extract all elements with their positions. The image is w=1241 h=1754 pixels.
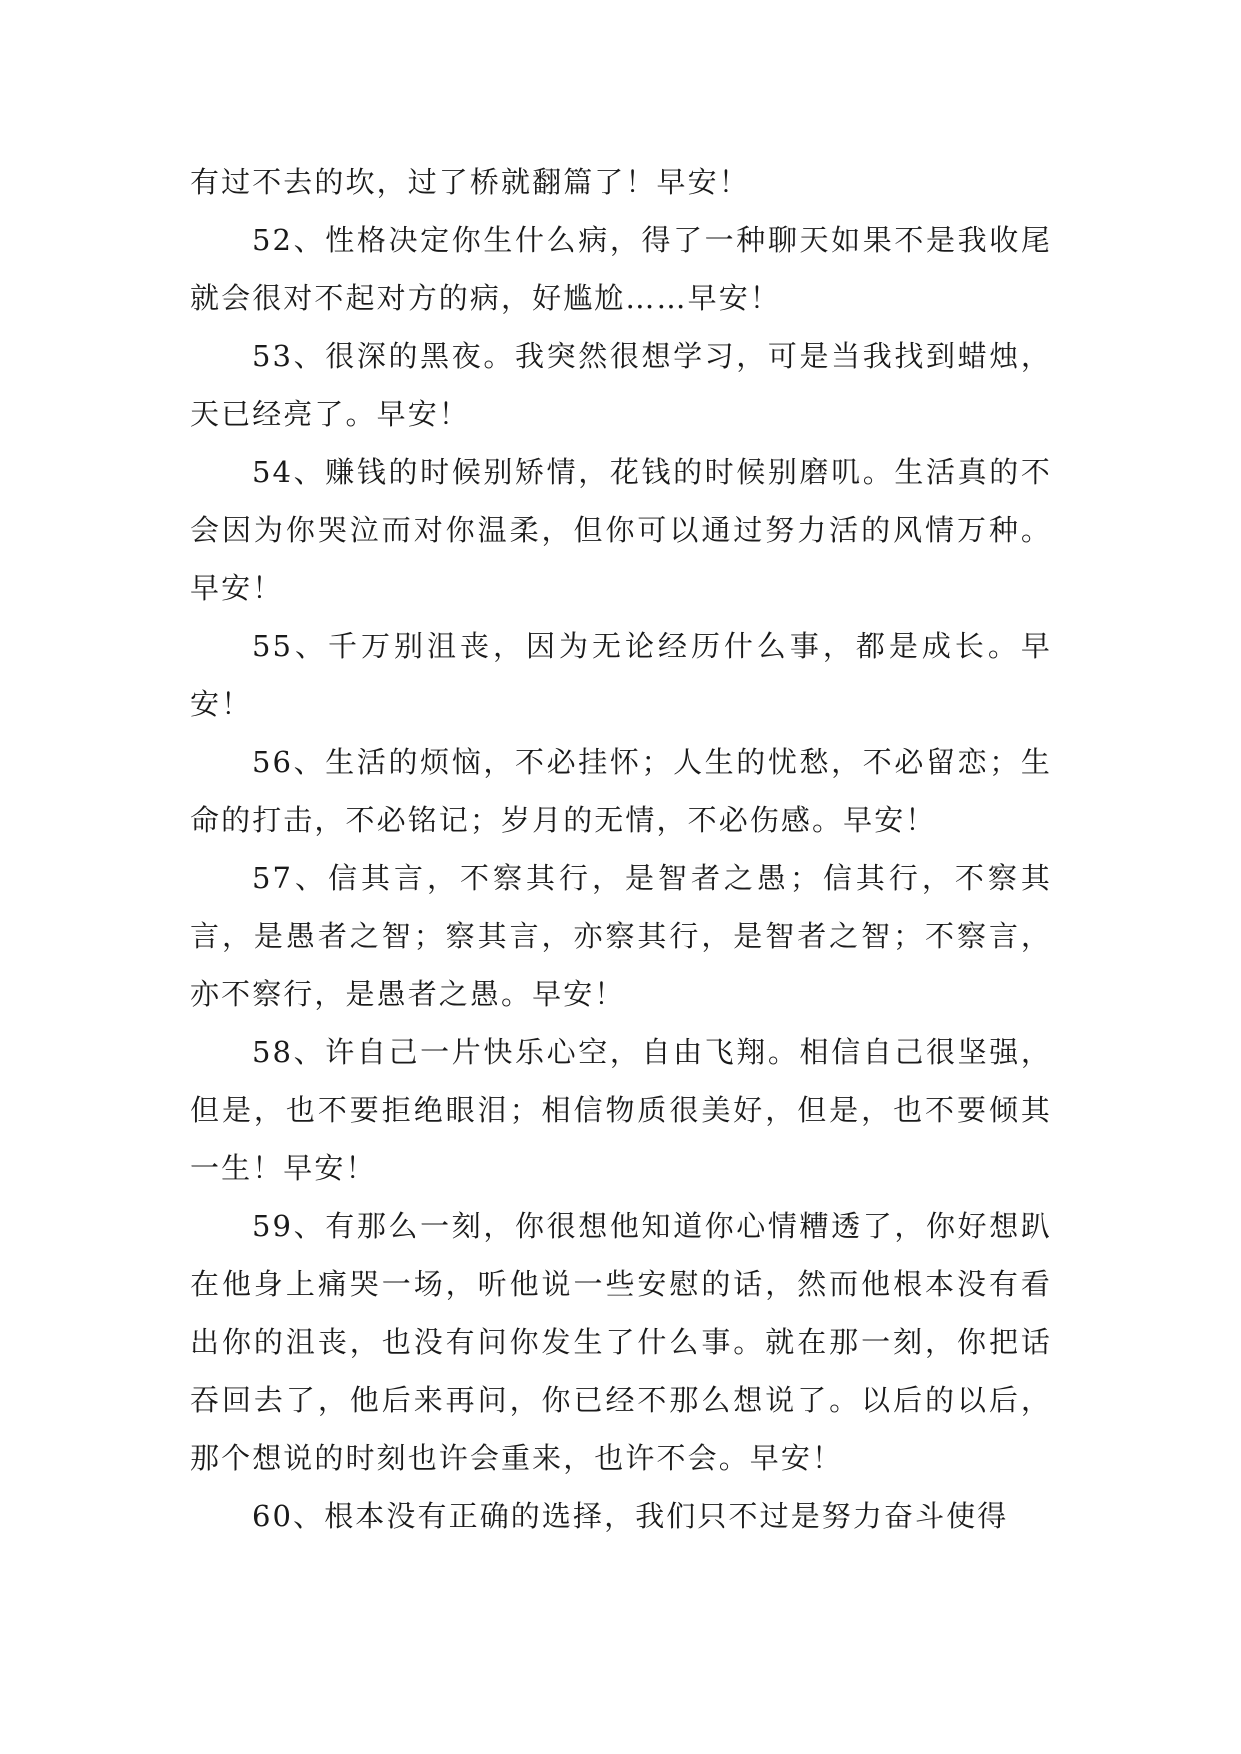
paragraph-60: 60、根本没有正确的选择，我们只不过是努力奋斗使得 [252,1499,1009,1533]
paragraph-56: 56、生活的烦恼，不必挂怀；人生的忧愁，不必留恋；生命的打击，不必铭记；岁月的无情，不必伤感。早安！ [190,745,1052,837]
paragraph-continuation: 有过不去的坎，过了桥就翻篇了！早安！ [190,165,750,199]
document-body [190,153,1052,1545]
paragraph-53: 53、很深的黑夜。我突然很想学习，可是当我找到蜡烛，天已经亮了。早安！ [190,339,1052,431]
paragraph-58: 58、许自己一片快乐心空，自由飞翔。相信自己很坚强，但是，也不要拒绝眼泪；相信物质很美好，但是，也不要倾其一生！早安！ [190,1035,1052,1185]
paragraph-59: 59、有那么一刻，你很想他知道你心情糟透了，你好想趴在他身上痛哭一场，听他说一些安慰的话，然而他根本没有看出你的沮丧，也没有问你发生了什么事。就在那一刻，你把话吞回去了，他后来再问，你已经不那么想说了。以后的以后，那个想说的时刻也许会重来，也许不会。早安！ [190,1209,1052,1475]
paragraph-52: 52、性格决定你生什么病，得了一种聊天如果不是我收尾就会很对不起对方的病，好尴尬……早安！ [190,223,1052,315]
paragraph-55: 55、千万别沮丧，因为无论经历什么事，都是成长。早安！ [190,629,1052,721]
paragraph-57: 57、信其言，不察其行，是智者之愚；信其行，不察其言，是愚者之智；察其言，亦察其行，是智者之智；不察言，亦不察行，是愚者之愚。早安！ [190,861,1052,1011]
paragraph-54: 54、赚钱的时候别矫情，花钱的时候别磨叽。生活真的不会因为你哭泣而对你温柔，但你可以通过努力活的风情万种。早安！ [190,455,1052,605]
